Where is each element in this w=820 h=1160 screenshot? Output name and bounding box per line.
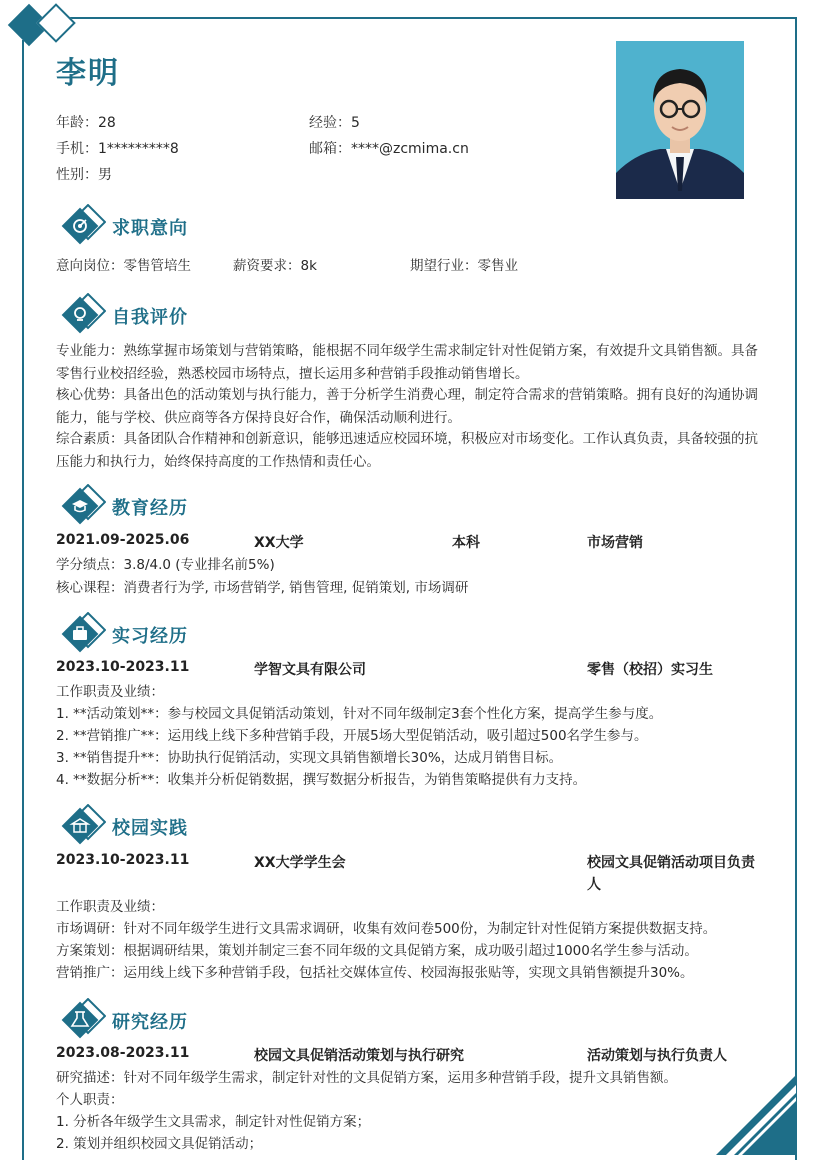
research-duty-label: 个人职责： xyxy=(56,1092,124,1108)
internship-company: 学智文具有限公司 xyxy=(254,662,366,678)
education-gpa: 学分绩点：3.8/4.0 (专业排名前5%) xyxy=(56,557,275,573)
research-duty-item: 1. 分析各年级学生文具需求，制定针对性促销方案； xyxy=(56,1114,371,1130)
campus-org: XX大学学生会 xyxy=(254,855,346,871)
education-period: 2021.09-2025.06 xyxy=(56,532,190,548)
internship-item: 4. **数据分析**：收集并分析促销数据，撰写数据分析报告，为销售策略提供有力支持。 xyxy=(56,772,587,788)
self-eval-professional: 专业能力：熟练掌握市场策划与营销策略，能根据不同年级学生需求制定针对性促销方案，有效提升文具销售额。具备零售行业校招经验，熟悉校园市场特点，擅长运用多种营销手段推动销售增长。 xyxy=(56,343,758,382)
campus-period: 2023.10-2023.11 xyxy=(56,852,190,868)
campus-intro: 工作职责及业绩： xyxy=(56,899,164,915)
campus-role: 校园文具促销活动项目负责人 xyxy=(587,855,755,893)
self-eval-strengths: 核心优势：具备出色的活动策划与执行能力，善于分析学生消费心理，制定符合需求的营销策略。拥有良好的沟通协调能力，能与学校、供应商等各方保持良好合作，确保活动顺利进行。 xyxy=(56,387,758,426)
campus-item: 市场调研：针对不同年级学生进行文具需求调研，收集有效问卷500份，为制定针对性促销方案提供数据支持。 xyxy=(56,921,717,937)
frame-right-line xyxy=(795,17,797,1160)
internship-item: 2. **营销推广**：运用线上线下多种营销手段，开展5场大型促销活动，吸引超过500名学生参与。 xyxy=(56,728,648,744)
internship-row xyxy=(56,659,768,681)
campus-item: 方案策划：根据调研结果，策划并制定三套不同年级的文具促销方案，成功吸引超过1000名学生参与活动。 xyxy=(56,943,698,959)
campus-item: 营销推广：运用线上线下多种营销手段，包括社交媒体宣传、校园海报张贴等，实现文具销售额提升30%。 xyxy=(56,965,694,981)
research-period: 2023.08-2023.11 xyxy=(56,1045,190,1061)
frame-top-line xyxy=(36,17,797,19)
lightbulb-icon xyxy=(56,293,106,337)
corner-diamond-outline xyxy=(36,3,76,43)
email-field: 邮箱：****@zcmima.cn xyxy=(309,141,469,157)
research-role: 活动策划与执行负责人 xyxy=(587,1048,727,1064)
education-degree: 本科 xyxy=(452,535,480,551)
graduation-cap-icon xyxy=(56,484,106,528)
education-major: 市场营销 xyxy=(587,535,643,551)
internship-period: 2023.10-2023.11 xyxy=(56,659,190,675)
internship-intro: 工作职责及业绩： xyxy=(56,684,164,700)
intent-industry: 期望行业：零售业 xyxy=(410,258,518,274)
research-description: 研究描述：针对不同年级学生需求，制定针对性的文具促销方案，运用多种营销手段，提升文具销售额。 xyxy=(56,1070,677,1086)
internship-item: 1. **活动策划**：参与校园文具促销活动策划，针对不同年级制定3套个性化方案，提高学生参与度。 xyxy=(56,706,663,722)
frame-left-line xyxy=(22,40,24,1160)
education-courses: 核心课程：消费者行为学, 市场营销学, 销售管理, 促销策划, 市场调研 xyxy=(56,580,469,596)
school-building-icon xyxy=(56,804,106,848)
corner-stripes-decoration xyxy=(716,1075,796,1155)
intent-position: 意向岗位：零售管培生 xyxy=(56,258,191,274)
campus-row xyxy=(56,852,768,896)
target-icon xyxy=(56,204,106,248)
candidate-name: 李明 xyxy=(56,56,120,91)
research-project: 校园文具促销活动策划与执行研究 xyxy=(254,1048,464,1064)
age-field: 年龄：28 xyxy=(56,115,116,131)
flask-icon xyxy=(56,998,106,1042)
education-school: XX大学 xyxy=(254,535,304,551)
education-row xyxy=(56,532,768,554)
research-row xyxy=(56,1045,768,1067)
research-duty-item: 2. 策划并组织校园文具促销活动； xyxy=(56,1136,263,1152)
intent-salary: 薪资要求：8k xyxy=(233,258,317,274)
self-eval-qualities: 综合素质：具备团队合作精神和创新意识，能够迅速适应校园环境，积极应对市场变化。工作认真负责，具备较强的抗压能力和执行力，始终保持高度的工作热情和责任心。 xyxy=(56,431,758,470)
experience-field: 经验：5 xyxy=(309,115,360,131)
internship-role: 零售（校招）实习生 xyxy=(587,662,713,678)
gender-field: 性别：男 xyxy=(56,167,112,183)
briefcase-icon xyxy=(56,612,106,656)
phone-field: 手机：1*********8 xyxy=(56,141,179,157)
internship-item: 3. **销售提升**：协助执行促销活动，实现文具销售额增长30%，达成月销售目标。 xyxy=(56,750,563,766)
profile-photo xyxy=(616,41,744,199)
